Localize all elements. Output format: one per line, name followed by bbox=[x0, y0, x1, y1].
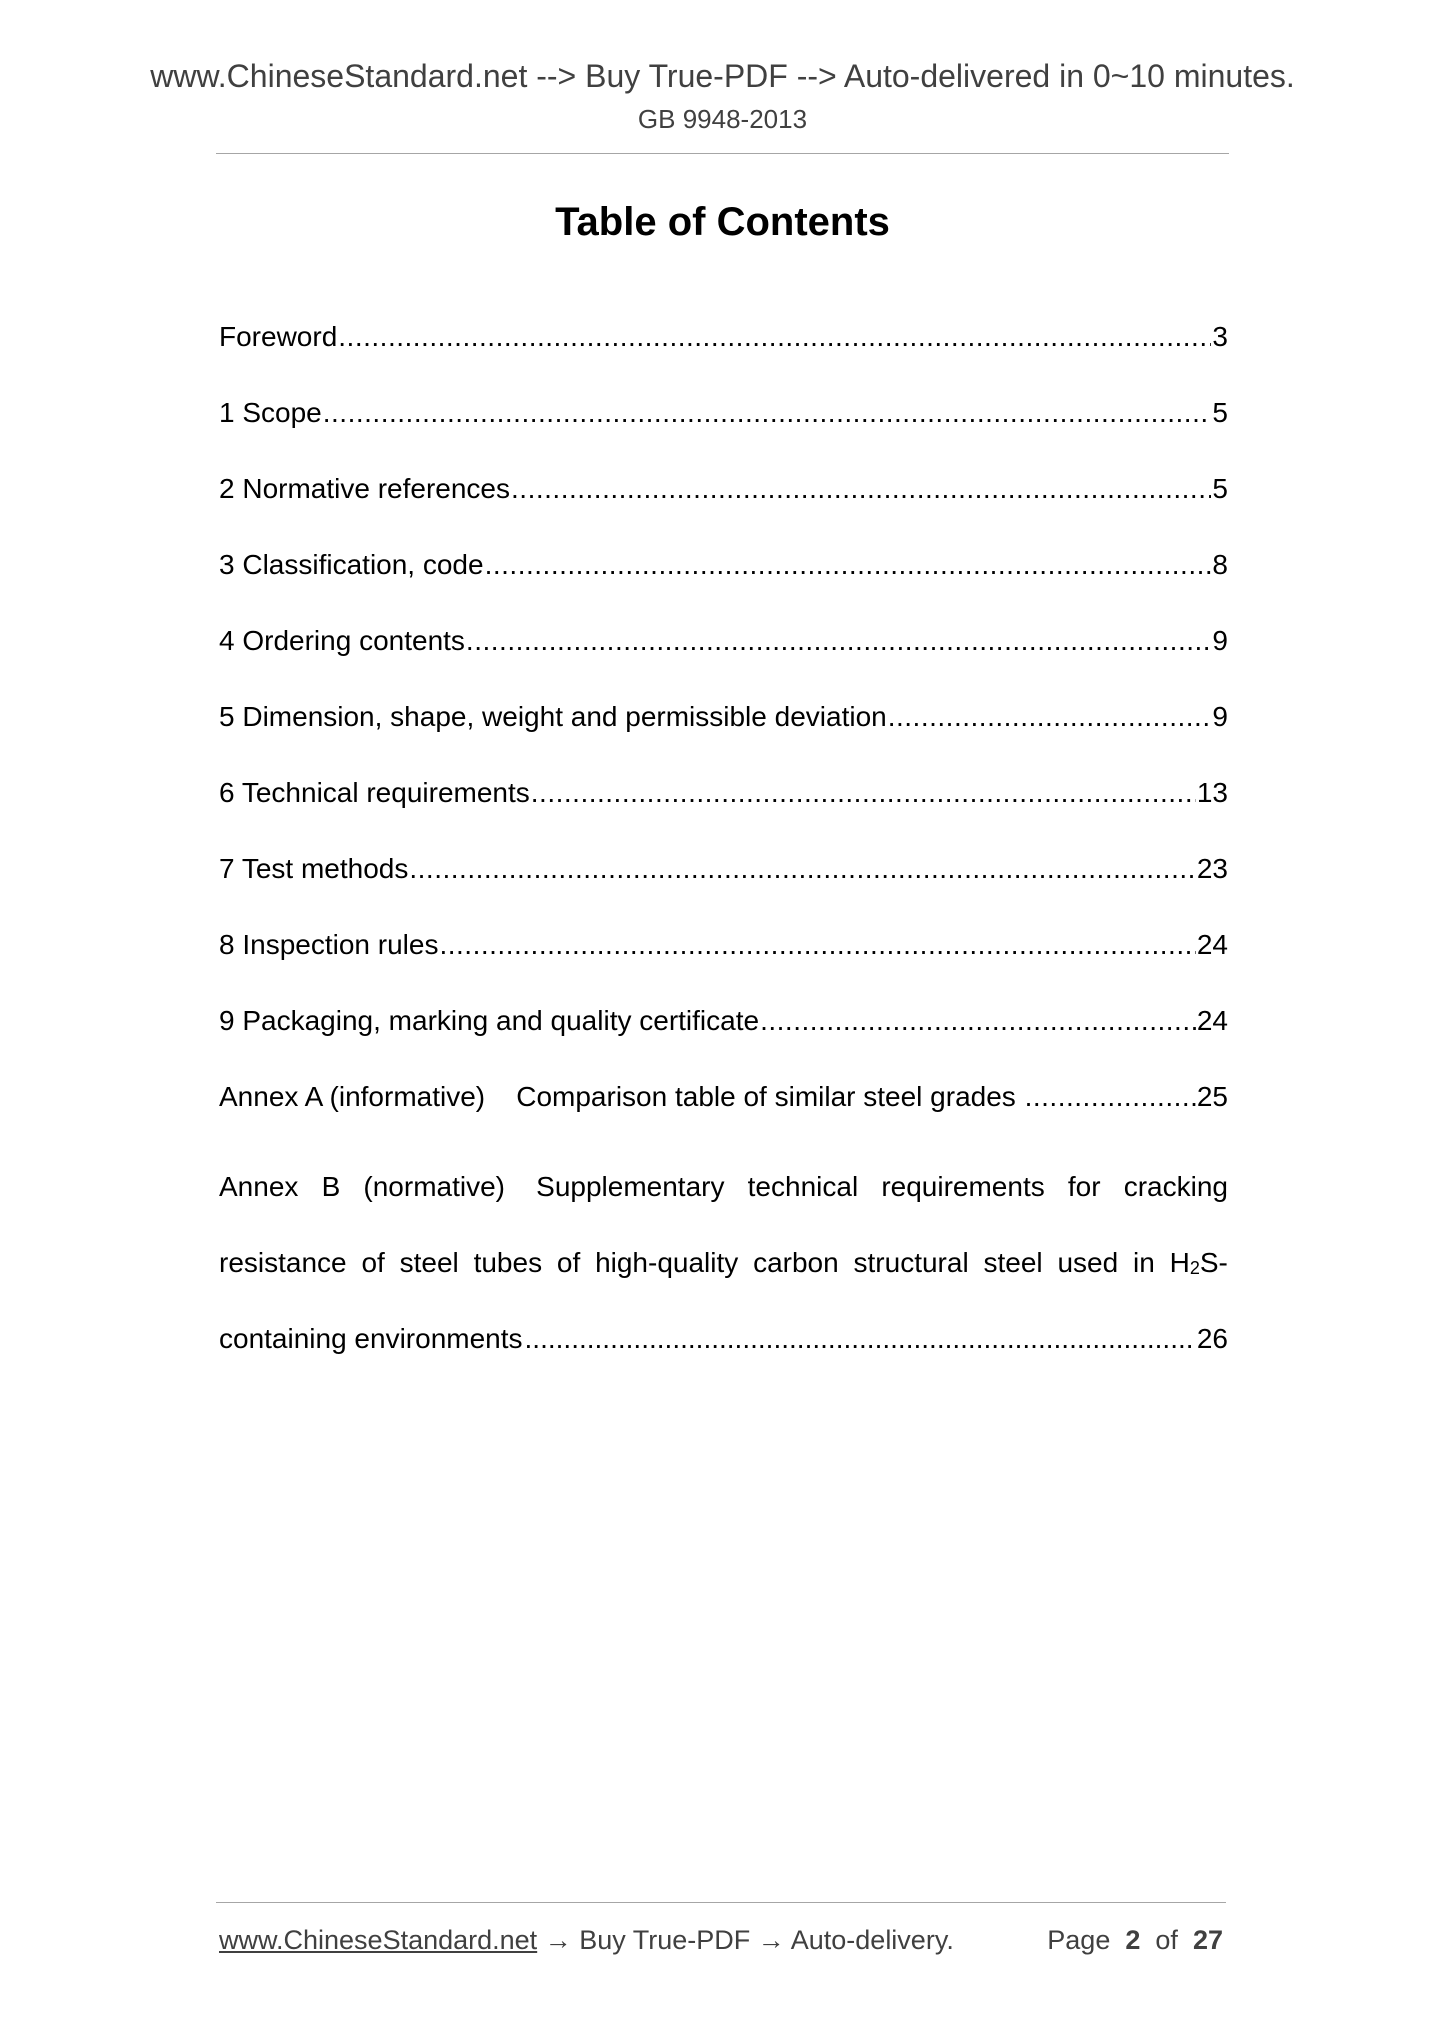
toc-word: resistance bbox=[219, 1247, 347, 1278]
toc-word: structural bbox=[853, 1247, 969, 1278]
toc-entry-normative-references[interactable] bbox=[219, 465, 1228, 541]
toc-word: technical bbox=[747, 1171, 859, 1202]
toc-entry-page: 26 bbox=[1196, 1323, 1228, 1354]
toc-leader-dots bbox=[409, 845, 1195, 893]
toc-entry-technical-requirements[interactable] bbox=[219, 769, 1228, 845]
toc-leader-dots bbox=[485, 541, 1212, 589]
toc-entry-foreword[interactable] bbox=[219, 313, 1228, 389]
page-of-label: of bbox=[1155, 1925, 1178, 1955]
toc-word: for bbox=[1067, 1171, 1101, 1202]
footer-left bbox=[219, 1922, 954, 1958]
footer-tagline: → Buy True-PDF → Auto-delivery. bbox=[537, 1925, 954, 1955]
toc-entry-label: 1 Scope bbox=[219, 397, 322, 428]
toc-entry-dimension[interactable] bbox=[219, 693, 1228, 769]
toc-word: high-quality bbox=[595, 1247, 739, 1278]
toc-word: B bbox=[321, 1171, 341, 1202]
toc-entry-packaging[interactable] bbox=[219, 997, 1228, 1073]
annex-b-line-1 bbox=[219, 1149, 1228, 1225]
toc-word: Supplementary bbox=[536, 1171, 725, 1202]
toc-entry-page: 13 bbox=[1196, 777, 1228, 808]
toc-entry-page: 9 bbox=[1212, 625, 1228, 656]
toc-entry-page: 5 bbox=[1212, 397, 1228, 428]
footer-divider bbox=[216, 1902, 1226, 1903]
toc-entry-label: 3 Classification, code bbox=[219, 549, 484, 580]
toc-leader-dots bbox=[323, 389, 1212, 437]
toc-leader-dots bbox=[760, 997, 1196, 1045]
toc-entry-test-methods[interactable] bbox=[219, 845, 1228, 921]
toc-leader-dots bbox=[511, 465, 1211, 513]
toc-leader-dots bbox=[531, 769, 1196, 817]
toc-word: requirements bbox=[881, 1171, 1045, 1202]
header-standard-number: GB 9948-2013 bbox=[637, 104, 808, 134]
toc-entry-label: Foreword bbox=[219, 321, 338, 352]
toc-leader-dots bbox=[525, 1301, 1195, 1377]
toc-word: (normative) bbox=[363, 1171, 505, 1202]
toc-entry-page: 5 bbox=[1212, 473, 1228, 504]
table-of-contents bbox=[219, 313, 1228, 1377]
toc-entry-page: 8 bbox=[1212, 549, 1228, 580]
toc-word: Annex bbox=[219, 1171, 299, 1202]
toc-entry-scope[interactable] bbox=[219, 389, 1228, 465]
toc-entry-label: Annex A (informative) Comparison table of similar steel grades bbox=[219, 1081, 1024, 1112]
toc-entry-label: 9 Packaging, marking and quality certificate bbox=[219, 1005, 760, 1036]
toc-entry-label: 7 Test methods bbox=[219, 853, 409, 884]
toc-entry-page: 3 bbox=[1212, 321, 1228, 352]
toc-entry-ordering-contents[interactable] bbox=[219, 617, 1228, 693]
toc-entry-label: 5 Dimension, shape, weight and permissible deviation bbox=[219, 701, 887, 732]
header-divider bbox=[216, 153, 1229, 154]
toc-word: steel bbox=[399, 1247, 459, 1278]
toc-leader-dots bbox=[466, 617, 1212, 665]
toc-entry-page: 23 bbox=[1196, 853, 1228, 884]
total-pages: 27 bbox=[1192, 1925, 1223, 1955]
annex-b-line-2 bbox=[219, 1225, 1228, 1301]
toc-word: carbon bbox=[753, 1247, 839, 1278]
formula-main: H bbox=[1169, 1247, 1190, 1278]
toc-entry-page: 24 bbox=[1196, 929, 1228, 960]
toc-leader-dots bbox=[1025, 1073, 1196, 1121]
toc-entry-classification[interactable] bbox=[219, 541, 1228, 617]
toc-word: of bbox=[556, 1247, 581, 1278]
toc-word: used bbox=[1057, 1247, 1119, 1278]
annex-b-line-3 bbox=[219, 1301, 1228, 1377]
toc-word: in bbox=[1132, 1247, 1155, 1278]
toc-entry-page: 25 bbox=[1196, 1081, 1228, 1112]
page-title: Table of Contents bbox=[555, 200, 890, 244]
toc-entry-label: 8 Inspection rules bbox=[219, 929, 439, 960]
formula-subscript: 2 bbox=[1189, 1258, 1200, 1278]
toc-word: tubes bbox=[473, 1247, 543, 1278]
toc-entry-label: containing environments bbox=[219, 1323, 523, 1354]
page-label: Page bbox=[1047, 1925, 1111, 1955]
toc-entry-label: 6 Technical requirements bbox=[219, 777, 530, 808]
footer-website-link[interactable]: www.ChineseStandard.net bbox=[219, 1925, 538, 1955]
toc-entry-label: 4 Ordering contents bbox=[219, 625, 465, 656]
toc-entry-annex-b[interactable] bbox=[219, 1149, 1228, 1377]
toc-entry-page: 24 bbox=[1196, 1005, 1228, 1036]
toc-entry-inspection-rules[interactable] bbox=[219, 921, 1228, 997]
toc-entry-annex-a[interactable] bbox=[219, 1073, 1228, 1149]
toc-leader-dots bbox=[888, 693, 1212, 741]
toc-entry-label: 2 Normative references bbox=[219, 473, 511, 504]
page-number bbox=[1047, 1922, 1223, 1958]
toc-leader-dots bbox=[439, 921, 1195, 969]
h2s-formula bbox=[1170, 1225, 1228, 1301]
current-page: 2 bbox=[1125, 1925, 1141, 1955]
toc-leader-dots bbox=[338, 313, 1211, 361]
toc-word: steel bbox=[983, 1247, 1043, 1278]
formula-tail: S- bbox=[1199, 1247, 1228, 1278]
header-banner-text: www.ChineseStandard.net --> Buy True-PDF --> Auto-delivered in 0~10 minutes. bbox=[150, 58, 1295, 94]
toc-word: of bbox=[361, 1247, 385, 1278]
toc-word: cracking bbox=[1123, 1171, 1228, 1202]
toc-entry-page: 9 bbox=[1212, 701, 1228, 732]
